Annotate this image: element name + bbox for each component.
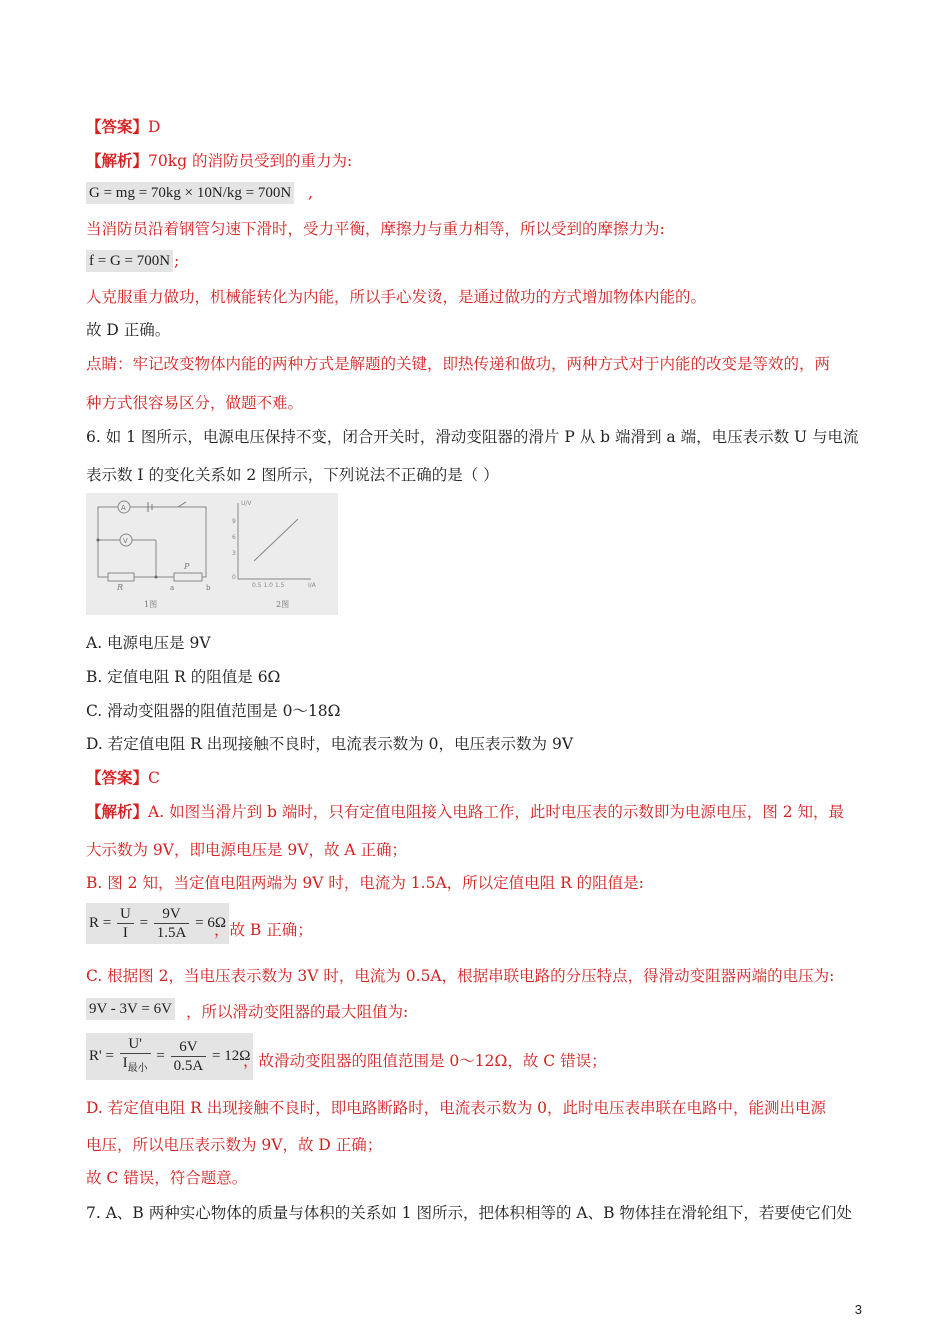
- q5-formula-friction: f = G = 700N: [86, 250, 173, 272]
- q6-option-b: B. 定值电阻 R 的阻值是 6Ω: [86, 668, 281, 686]
- svg-text:0.5 1.0 1.5: 0.5 1.0 1.5: [252, 582, 285, 589]
- q6-formula-max-resistance: R' = $\frac{U'}{I_{最小}}$ = $\frac{6V}{0.5A}$ = 12Ω: [86, 1033, 253, 1080]
- q5-note-line2: 种方式很容易区分，做题不难。: [86, 394, 304, 412]
- svg-text:I/A: I/A: [308, 582, 316, 589]
- q6-analysis-c-line1: C. 根据图 2，当电压表示数为 3V 时，电流为 0.5A，根据串联电路的分压特点，得滑动变阻器两端的电压为:: [86, 967, 835, 985]
- q6-analysis-d-line2: 电压，所以电压表示数为 9V，故 D 正确；: [86, 1136, 383, 1154]
- page-number: 3: [854, 1302, 862, 1317]
- svg-text:R: R: [117, 583, 124, 592]
- svg-text:V: V: [123, 537, 128, 545]
- fraction-u-over-i: $\frac{U}{I}$: [117, 905, 134, 942]
- q5-answer: 【答案】D: [86, 117, 161, 136]
- svg-text:9: 9: [232, 518, 236, 525]
- q5-analysis-line3: 人克服重力做功，机械能转化为内能，所以手心发烫，是通过做功的方式增加物体内能的。: [86, 288, 707, 306]
- svg-text:0: 0: [232, 574, 236, 581]
- fig1-caption: 1图: [144, 600, 158, 609]
- q5-formula-gravity: G = mg = 70kg × 10N/kg = 700N: [86, 182, 294, 204]
- svg-text:A: A: [121, 504, 126, 512]
- q6-analysis-c-line3: ，故滑动变阻器的阻值范围是 0～12Ω，故 C 错误；: [243, 1052, 607, 1070]
- q6-formula-resistance: R = $\frac{U}{I}$ = $\frac{9V}{1.5A}$ = 6Ω: [86, 903, 229, 944]
- q6-option-c: C. 滑动变阻器的阻值范围是 0～18Ω: [86, 702, 341, 720]
- q6-circuit-figure: [86, 493, 338, 615]
- q5-conclusion: 故 D 正确。: [86, 321, 171, 339]
- q6-analysis-b-line2: ，故 B 正确；: [214, 921, 313, 939]
- svg-text:U/V: U/V: [241, 500, 252, 507]
- q5-formula1-tail: ,: [308, 184, 313, 202]
- q6-formula-voltage: 9V - 3V = 6V: [86, 998, 175, 1020]
- q6-analysis-a-line2: 大示数为 9V，即电源电压是 9V，故 A 正确；: [86, 841, 408, 859]
- q5-analysis-line1: 【解析】70kg 的消防员受到的重力为:: [86, 151, 353, 170]
- svg-text:b: b: [206, 584, 211, 592]
- svg-text:P: P: [184, 562, 190, 571]
- q6-analysis-b-line1: B. 图 2 知，当定值电阻两端为 9V 时，电流为 1.5A，所以定值电阻 R 的阻值是:: [86, 874, 644, 892]
- q7-stem-line1: 7. A、B 两种实心物体的质量与体积的关系如 1 图所示，把体积相等的 A、B 物体挂在滑轮组下，若要使它们处: [86, 1204, 852, 1222]
- q6-conclusion: 故 C 错误，符合题意。: [86, 1169, 248, 1187]
- q6-figure-drawing: [86, 493, 338, 615]
- q5-analysis-line2: 当消防员沿着钢管匀速下滑时，受力平衡，摩擦力与重力相等，所以受到的摩擦力为:: [86, 220, 665, 238]
- q5-note-line1: 点睛：牢记改变物体内能的两种方式是解题的关键，即热传递和做功，两种方式对于内能的改变是等效的，两: [86, 355, 831, 373]
- q6-answer: 【答案】C: [86, 768, 160, 787]
- svg-text:3: 3: [232, 550, 236, 557]
- fig2-caption: 2图: [276, 600, 290, 609]
- q6-analysis-a-line1: 【解析】A. 如图当滑片到 b 端时，只有定值电阻接入电路工作，此时电压表的示数即为电源电压，图 2 知，最: [86, 802, 845, 821]
- fraction-u-over-imin: $\frac{U'}{I_{最小}}$: [120, 1035, 151, 1078]
- q6-analysis-d-line1: D. 若定值电阻 R 出现接触不良时，即电路断路时，电流表示数为 0，此时电压表串联在电路中，能测出电源: [86, 1099, 827, 1117]
- svg-text:6: 6: [232, 534, 236, 541]
- fraction-values-c: $\frac{6V}{0.5A}$: [171, 1038, 207, 1075]
- q6-stem-line2: 表示数 I 的变化关系如 2 图所示，下列说法不正确的是（ ）: [86, 466, 499, 484]
- q6-option-a: A. 电源电压是 9V: [86, 634, 211, 652]
- svg-text:a: a: [170, 584, 175, 592]
- q6-analysis-c-line2: ，所以滑动变阻器的最大阻值为:: [186, 1003, 409, 1021]
- q6-option-d: D. 若定值电阻 R 出现接触不良时，电流表示数为 0，电压表示数为 9V: [86, 735, 574, 753]
- q6-stem-line1: 6. 如 1 图所示，电源电压保持不变，闭合开关时，滑动变阻器的滑片 P 从 b 端滑到 a 端，电压表示数 U 与电流: [86, 428, 859, 446]
- fraction-values: $\frac{9V}{1.5A}$: [154, 905, 190, 942]
- q5-formula2-tail: ;: [174, 252, 180, 270]
